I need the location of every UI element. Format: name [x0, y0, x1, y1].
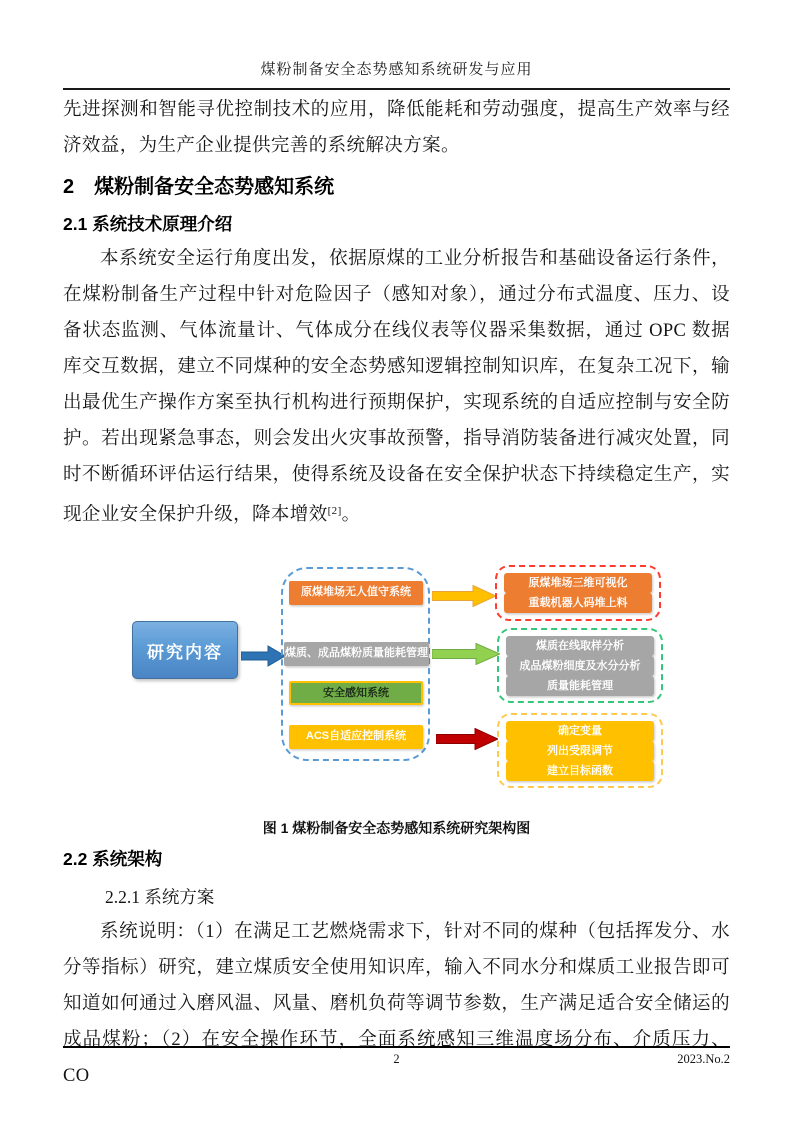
issue-number: 2023.No.2 [677, 1052, 730, 1066]
citation-ref-2: [2] [327, 505, 342, 517]
footer-row [63, 1052, 730, 1070]
root-node-research-content: 研究内容 [132, 621, 238, 679]
paragraph-2-1 [63, 241, 730, 533]
yellow-arrow-icon [432, 585, 496, 607]
group-acs-outcomes [497, 713, 663, 788]
page-number: 2 [393, 1052, 400, 1066]
blue-arrow-icon [241, 645, 285, 667]
node-quality-energy-mgmt: 质量能耗管理 [506, 676, 654, 696]
node-unattended-coal-yard-system: 原煤堆场无人值守系统 [289, 581, 423, 605]
node-determine-variables: 确定变量 [506, 721, 654, 741]
node-online-sampling-analysis: 煤质在线取样分析 [506, 636, 654, 656]
green-arrow-icon [432, 643, 500, 665]
node-safety-awareness-system: 安全感知系统 [289, 681, 423, 705]
subsubsection-heading-2-2-1: 2.2.1 系统方案 [105, 887, 215, 907]
footer-divider [63, 1046, 730, 1048]
group-quality-outcomes [497, 628, 663, 703]
header-divider [63, 88, 730, 90]
paragraph-2-1-end: 。 [341, 505, 361, 525]
subsection-heading-2-1: 2.1 系统技术原理介绍 [63, 214, 233, 234]
node-acs-adaptive-control-system: ACS自适应控制系统 [289, 725, 423, 749]
paragraph-2-1-text: 本系统安全运行角度出发，依据原煤的工业分析报告和基础设备运行条件，在煤粉制备生产过程中针对危险因子（感知对象），通过分布式温度、压力、设备状态监测、气体流量计、气体成分在线仪表等仪器采集数据，通过 OPC 数据库交互数据，建立不同煤种的安全态势感知逻辑控制知识库，在复杂工况下，输出最优生产操作方案至执行机构进行预期保护，实现系统的自适应控制与安全防护。若出现紧急事态，则会发出火灾事故预警，指导消防装备进行减灾处置，同时不断循环评估运行结果，使得系统及设备在安全保护状态下持续稳定生产，实现企业安全保护升级，降本增效 [63, 249, 730, 525]
figure-1-caption: 图 1 煤粉制备安全态势感知系统研究架构图 [262, 820, 531, 836]
paragraph-2-2-1: 系统说明：（1）在满足工艺燃烧需求下，针对不同的煤种（包括挥发分、水分等指标）研究，建立煤质安全使用知识库，输入不同水分和煤质工业报告即可知道如何通过入磨风温、风量、磨机负荷等调节参数，生产满足适合安全储运的成品煤粉；（2）在安全操作环节，全面系统感知三维温度场分布、介质压力、CO [63, 922, 730, 1086]
page-footer [63, 1046, 730, 1070]
node-robot-stacking: 重载机器人码堆上料 [504, 593, 652, 613]
node-quality-energy-management: 煤质、成品煤粉质量能耗管理 [284, 642, 429, 666]
node-fineness-moisture-analysis: 成品煤粉细度及水分分析 [506, 656, 654, 676]
node-3d-visualization: 原煤堆场三维可视化 [504, 573, 652, 593]
subsection-heading-2-2: 2.2 系统架构 [63, 849, 163, 869]
running-header-title: 煤粉制备安全态势感知系统研发与应用 [260, 62, 533, 78]
group-coal-yard-outcomes [495, 565, 661, 621]
figure-1 [63, 565, 730, 838]
section-heading-2: 2 煤粉制备安全态势感知系统 [63, 176, 335, 198]
red-arrow-icon [436, 728, 498, 750]
research-architecture-diagram [125, 565, 665, 803]
paragraph-intro-continuation: 先进探测和智能寻优控制技术的应用，降低能耗和劳动强度，提高生产效率与经济效益，为生产企业提供完善的系统解决方案。 [63, 100, 730, 156]
node-build-objective-function: 建立目标函数 [506, 761, 654, 781]
node-list-constrained-adjustments: 列出受限调节 [506, 741, 654, 761]
